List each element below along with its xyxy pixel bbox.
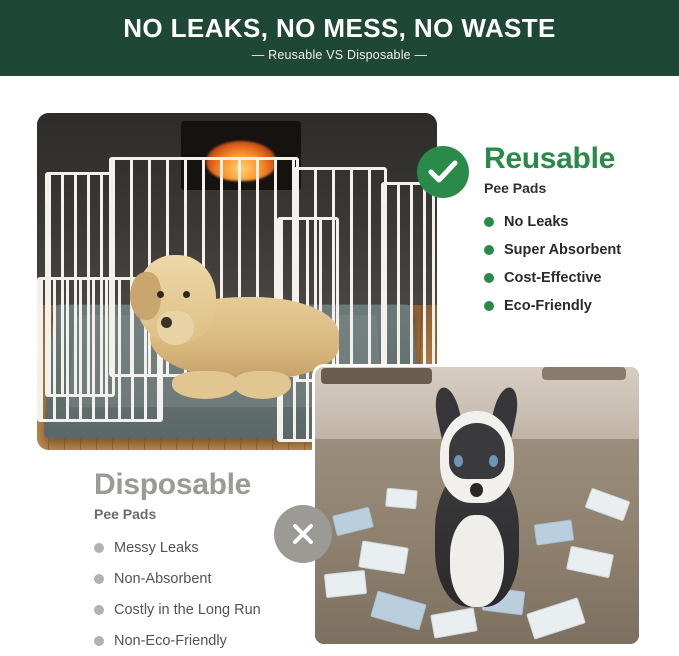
dog-leg [234,371,291,399]
disposable-feature-label: Non-Eco-Friendly [114,632,227,649]
bullet-dot-icon [94,605,104,615]
list-item [484,236,674,264]
disposable-photo [312,364,642,647]
reusable-feature-label: Cost-Effective [504,270,602,286]
comparison-canvas [0,76,679,647]
reusable-feature-label: Eco-Friendly [504,298,592,314]
banner-subtitle: — Reusable VS Disposable — [251,48,428,63]
bullet-dot-icon [94,636,104,646]
cross-icon [290,521,316,547]
dog-chest [450,515,504,607]
list-item [484,264,674,292]
disposable-cross-badge [274,505,332,563]
list-item [484,208,674,236]
dog-leg [172,371,238,399]
list-item [484,292,674,320]
disposable-feature-label: Non-Absorbent [114,570,212,587]
banner-title: NO LEAKS, NO MESS, NO WASTE [123,12,556,43]
reusable-feature-label: Super Absorbent [504,242,622,258]
disposable-title: Disposable [94,468,252,501]
pad-scrap [386,488,419,509]
dog-nose [470,483,483,497]
list-item [94,563,324,594]
dog-eye [489,455,498,467]
dog-snout [157,311,194,345]
reusable-title: Reusable [484,142,615,175]
furniture-left [321,368,431,384]
reusable-check-badge [417,146,469,198]
disposable-subtitle: Pee Pads [94,506,157,522]
check-icon [428,160,458,184]
dog-eye [454,455,463,467]
list-item [94,594,324,625]
reusable-heading-group [484,144,674,196]
playpen-bars [384,185,432,394]
disposable-feature-label: Messy Leaks [114,539,199,556]
disposable-feature-label: Costly in the Long Run [114,601,261,618]
list-item [94,625,324,656]
bullet-dot-icon [484,301,494,311]
reusable-subtitle: Pee Pads [484,180,547,196]
dog-face-mask [449,423,505,479]
bullet-dot-icon [94,543,104,553]
pad-scrap [324,570,367,598]
bullet-dot-icon [484,273,494,283]
bullet-dot-icon [484,217,494,227]
bullet-dot-icon [484,245,494,255]
reusable-feature-label: No Leaks [504,214,569,230]
reusable-feature-list [484,208,674,320]
husky-dog [419,411,536,610]
bullet-dot-icon [94,574,104,584]
furniture-right [542,367,626,380]
header-banner [0,0,679,76]
